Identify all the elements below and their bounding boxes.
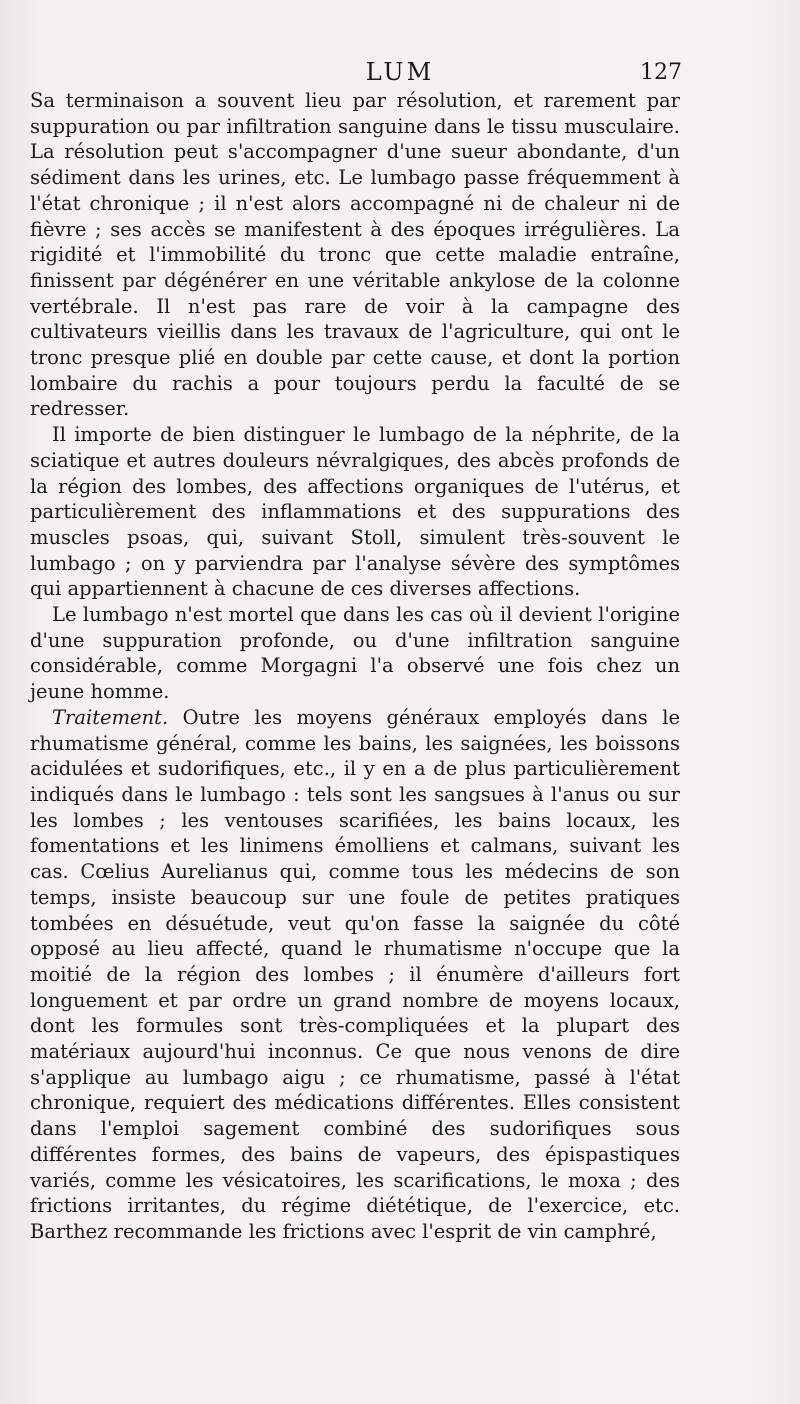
paragraph-diagnosis: Il importe de bien distinguer le lumbago de la néphrite, de la sciatique et autres douleurs névralgiques, des abcès profonds de la région des lombes, des affections organiques de l'utérus, et particulièrement des inflammations et des suppurations des muscles psoas, qui, suivant Stoll, simulent très-souvent le lumbago ; on y parviendra par l'analyse sévère des symptômes qui appartiennent à chacune de ces diverses affections. bbox=[30, 423, 680, 601]
running-head: LUM bbox=[365, 58, 435, 86]
paragraph-termination: Sa terminaison a souvent lieu par résolution, et rarement par suppuration ou par infiltration sanguine dans le tissu musculaire. La résolution peut s'accompagner d'une sueur abondante, d'un sédiment dans les urines, etc. Le lumbago passe fréquemment à l'état chronique ; il n'est alors accompagné ni de chaleur ni de fièvre ; ses accès se manifestent à des époques irrégulières. La rigidité et l'immobilité du tronc que cette maladie entraîne, finissent par dégénérer en une véritable ankylose de la colonne vertébrale. Il n'est pas rare de voir à la campagne des cultivateurs vieillis dans les travaux de l'agriculture, qui ont le tronc presque plié en double par cette cause, et dont la portion lombaire du rachis a pour toujours perdu la faculté de se redresser. bbox=[30, 89, 680, 421]
treatment-text: Outre les moyens généraux employés dans le rhumatisme général, comme les bains, les saignées, les boissons acidulées et sudorifiques, etc., il y en a de plus particulièrement indiqués dans le lumbago : tels sont les sangsues à l'anus ou sur les lombes ; les ventouses scarifiées, les bains locaux, les fomentations et les linimens émolliens et calmans, suivant les cas. Cœlius Aurelianus qui, comme tous les médecins de son temps, insiste beaucoup sur une foule de petites pratiques tombées en désuétude, veut qu'on fasse la saignée du côté opposé au lieu affecté, quand le rhumatisme n'occupe que la moitié de la région des lombes ; il énumère d'ailleurs fort longuement et par ordre un grand nombre de moyens locaux, dont les formules sont très-compliquées et la plupart des matériaux aujourd'hui inconnus. Ce que nous venons de dire s'applique au lumbago aigu ; ce rhumatisme, passé à l'état chronique, requiert des médications différentes. Elles consistent dans l'emploi sagement combiné des sudorifiques sous différentes formes, des bains de vapeurs, des épispastiques variés, comme les vésicatoires, les scarifications, le moxa ; des frictions irritantes, du régime diététique, de l'exercice, etc. Barthez recommande les frictions avec l'esprit de vin camphré, bbox=[30, 705, 680, 1243]
body-text bbox=[30, 88, 680, 1245]
treatment-heading: Traitement. bbox=[52, 705, 169, 729]
paragraph-treatment bbox=[30, 705, 680, 1245]
page-number: 127 bbox=[640, 60, 682, 85]
paragraph-prognosis: Le lumbago n'est mortel que dans les cas où il devient l'origine d'une suppuration profonde, ou d'une infiltration sanguine considérable, comme Morgagni l'a observé une fois chez un jeune homme. bbox=[30, 603, 680, 704]
